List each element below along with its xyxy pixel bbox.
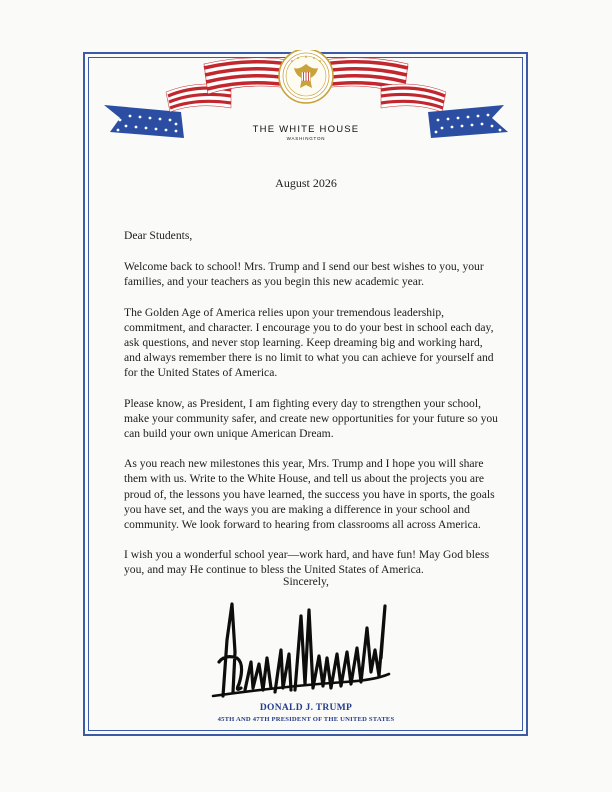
letterhead-banner: [96, 50, 516, 150]
signer-title: 45TH AND 47TH PRESIDENT OF THE UNITED STATES: [217, 716, 395, 723]
letterhead-subtitle: WASHINGTON: [286, 136, 326, 141]
paragraph-president: Please know, as President, I am fighting every day to strengthen your school, make your community safer, and create new opportunities for your future so you can build your own unique American Dream.: [124, 396, 498, 441]
letter-date: August 2026: [275, 176, 337, 190]
signer-name: DONALD J. TRUMP: [259, 703, 353, 713]
paragraph-golden-age: The Golden Age of America relies upon your tremendous leadership, commitment, and character. I encourage you to do your best in school each day, ask questions, and never stop learning. Keep dreaming big and working hard, and always remember there is no limit to what you can achieve for yourself and for the United States of America.: [124, 305, 494, 380]
paragraph-milestones: As you reach new milestones this year, Mrs. Trump and I hope you will share them with us. Write to the White House, and tell us about the projects you are proud of, the lessons you have learned, the success you have in sports, the goals you have set, and the ways you are making a difference in your school and community. We look forward to hearing from classrooms all across America.: [124, 457, 495, 532]
letterhead-title: THE WHITE HOUSE: [252, 124, 360, 135]
presidential-seal-icon: [279, 50, 333, 103]
letter-body: [124, 228, 500, 593]
paragraph-welcome: Welcome back to school! Mrs. Trump and I send our best wishes to you, your families, and your teachers as you begin this new academic year.: [124, 260, 484, 289]
salutation: Dear Students,: [124, 229, 193, 242]
left-main-ribbon: [204, 58, 288, 94]
signature-image: [205, 592, 395, 704]
closing: Sincerely,: [283, 575, 329, 588]
paragraph-closing-wish: I wish you a wonderful school year—work hard, and have fun! May God bless you, and may He continue to bless the United States of America.: [124, 548, 490, 577]
